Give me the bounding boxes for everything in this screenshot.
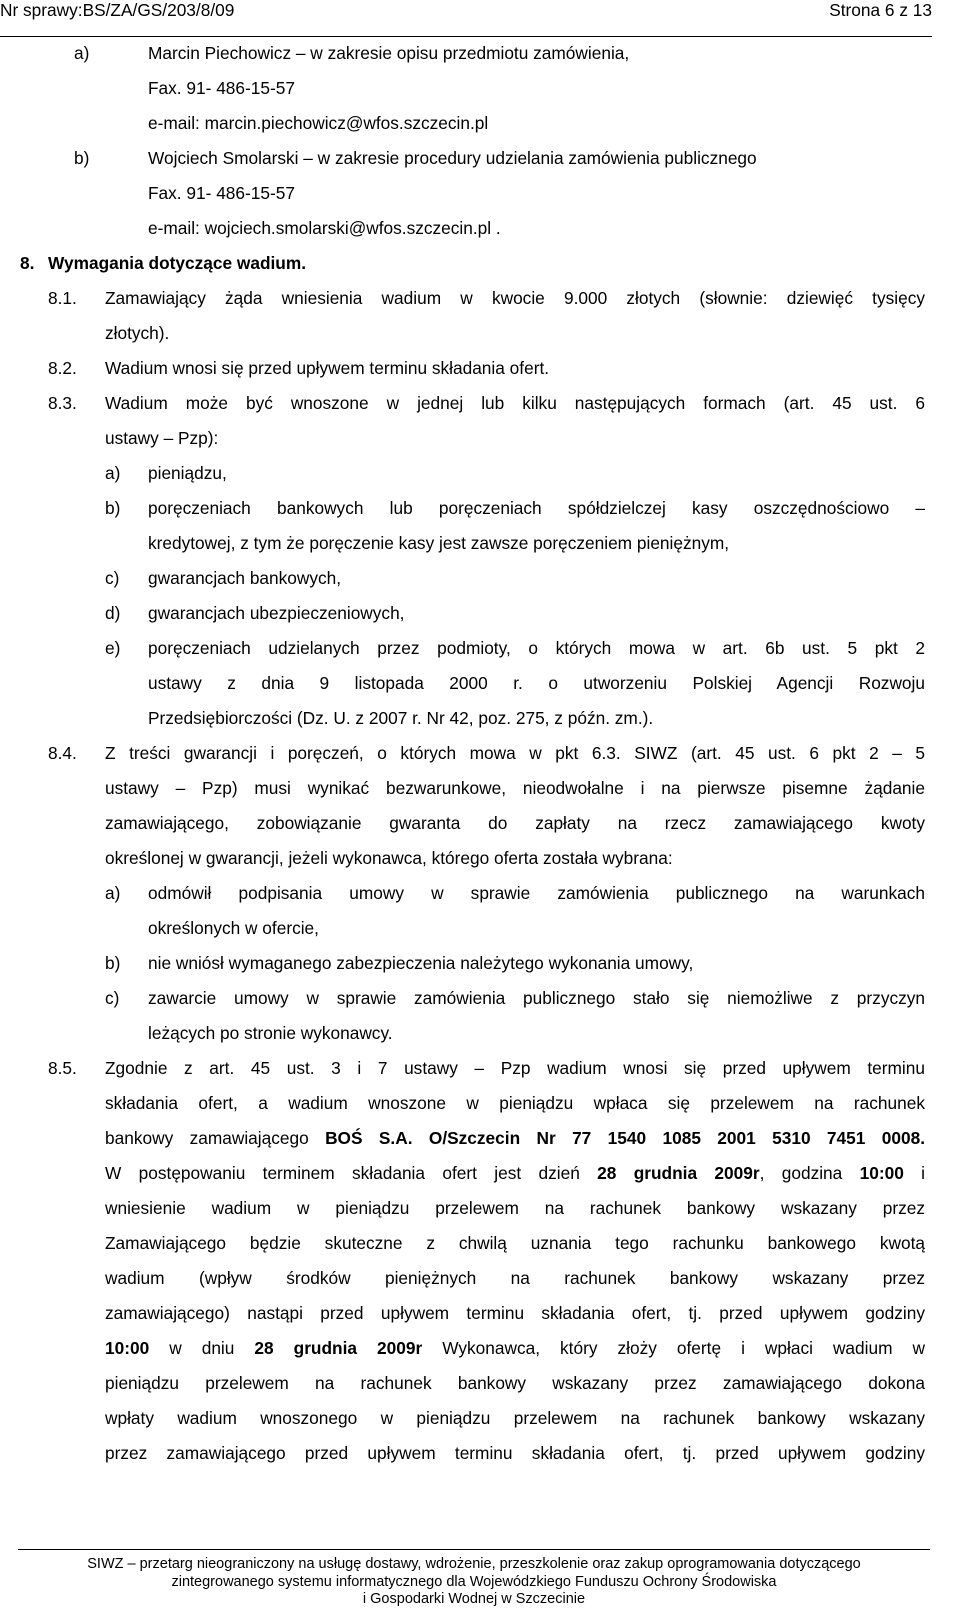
section-number: 8. bbox=[20, 253, 35, 273]
paragraph-line: Wadium wnosi się przed upływem terminu składania ofert. bbox=[105, 358, 550, 378]
contact-line: Marcin Piechowicz – w zakresie opisu przedmiotu zamówienia, bbox=[148, 43, 630, 63]
paragraph-line: Zamawiający żąda wniesienia wadium w kwocie 9.000 złotych (słownie: dziewięć tysięcy bbox=[105, 288, 925, 308]
subsection-number: 8.1. bbox=[48, 288, 77, 308]
text-run: Wykonawca, który złoży ofertę i wpłaci wadium w bbox=[422, 1338, 925, 1358]
list-item: kredytowej, z tym że poręczenie kasy jest zawsze poręczeniem pieniężnym, bbox=[148, 533, 730, 553]
contact-marker: a) bbox=[74, 43, 90, 63]
paragraph-line: pieniądzu przelewem na rachunek bankowy wskazany przez zamawiającego dokona bbox=[105, 1373, 925, 1393]
list-item: leżących po stronie wykonawcy. bbox=[148, 1023, 393, 1043]
paragraph-line: Z treści gwarancji i poręczeń, o których mowa w pkt 6.3. SIWZ (art. 45 ust. 6 pkt 2 – 5 bbox=[105, 743, 925, 763]
contact-line: Wojciech Smolarski – w zakresie procedury udzielania zamówienia publicznego bbox=[148, 148, 757, 168]
list-item: określonych w ofercie, bbox=[148, 918, 319, 938]
text-run: W postępowaniu terminem składania ofert jest dzień bbox=[105, 1163, 598, 1183]
paragraph-line bbox=[105, 1337, 925, 1359]
list-marker: c) bbox=[105, 568, 120, 588]
list-item: Przedsiębiorczości (Dz. U. z 2007 r. Nr 42, poz. 275, z późn. zm.). bbox=[148, 708, 654, 728]
list-marker: a) bbox=[105, 883, 121, 903]
paragraph-line: przez zamawiającego przed upływem terminu składania ofert, tj. przed upływem godziny bbox=[105, 1443, 925, 1463]
contact-fax: Fax. 91- 486-15-57 bbox=[148, 183, 295, 203]
paragraph-line: wpłaty wadium wnoszonego w pieniądzu przelewem na rachunek bankowy wskazany bbox=[105, 1408, 925, 1428]
paragraph-line bbox=[105, 1127, 925, 1149]
contact-fax: Fax. 91- 486-15-57 bbox=[148, 78, 295, 98]
paragraph-line: złotych). bbox=[105, 323, 170, 343]
text-run: i bbox=[903, 1163, 925, 1183]
paragraph-line: Zgodnie z art. 45 ust. 3 i 7 ustawy – Pzp wadium wnosi się przed upływem terminu bbox=[105, 1058, 925, 1078]
deadline-time: 10:00 bbox=[105, 1338, 150, 1358]
list-marker: b) bbox=[105, 953, 121, 973]
list-marker: c) bbox=[105, 988, 120, 1008]
deadline-date: 28 grudnia 2009r bbox=[254, 1338, 423, 1358]
paragraph-line: Wadium może być wnoszone w jednej lub kilku następujących formach (art. 45 ust. 6 bbox=[105, 393, 925, 413]
page-header bbox=[0, 0, 932, 37]
bank-account: BOŚ S.A. O/Szczecin Nr 77 1540 1085 2001 5310 7451 0008. bbox=[325, 1128, 925, 1148]
list-item: ustawy z dnia 9 listopada 2000 r. o utworzeniu Polskiej Agencji Rozwoju bbox=[148, 673, 925, 693]
paragraph-line bbox=[105, 1162, 925, 1184]
contact-email: e-mail: wojciech.smolarski@wfos.szczecin.pl . bbox=[148, 218, 501, 238]
list-item: gwarancjach bankowych, bbox=[148, 568, 342, 588]
deadline-time: 10:00 bbox=[859, 1163, 904, 1183]
paragraph-line: składania ofert, a wadium wnoszone w pieniądzu wpłaca się przelewem na rachunek bbox=[105, 1093, 925, 1113]
case-number: Nr sprawy:BS/ZA/GS/203/8/09 bbox=[0, 0, 235, 20]
deadline-date: 28 grudnia 2009r bbox=[597, 1163, 760, 1183]
list-item: gwarancjach ubezpieczeniowych, bbox=[148, 603, 405, 623]
page-number: Strona 6 z 13 bbox=[829, 0, 932, 20]
list-item: zawarcie umowy w sprawie zamówienia publicznego stało się niemożliwe z przyczyn bbox=[148, 988, 925, 1008]
text-run: bankowy zamawiającego bbox=[105, 1128, 326, 1148]
paragraph-line: Zamawiającego będzie skuteczne z chwilą uznania tego rachunku bankowego kwotą bbox=[105, 1233, 925, 1253]
subsection-number: 8.3. bbox=[48, 393, 77, 413]
paragraph-line: zamawiającego) nastąpi przed upływem terminu składania ofert, tj. przed upływem godziny bbox=[105, 1303, 925, 1323]
text-run: , godzina bbox=[759, 1163, 860, 1183]
footer-line: i Gospodarki Wodnej w Szczecinie bbox=[362, 1591, 586, 1607]
paragraph-line: ustawy – Pzp): bbox=[105, 428, 219, 448]
paragraph-line: wniesienie wadium w pieniądzu przelewem na rachunek bankowy wskazany przez bbox=[105, 1198, 925, 1218]
subsection-number: 8.2. bbox=[48, 358, 77, 378]
list-item: odmówił podpisania umowy w sprawie zamówienia publicznego na warunkach bbox=[148, 883, 925, 903]
paragraph-line: zamawiającego, zobowiązanie gwaranta do zapłaty na rzecz zamawiającego kwoty bbox=[105, 813, 925, 833]
footer-line: zintegrowanego systemu informatycznego dla Wojewódzkiego Funduszu Ochrony Środowiska bbox=[171, 1573, 777, 1590]
subsection-number: 8.4. bbox=[48, 743, 77, 763]
paragraph-line: wadium (wpływ środków pieniężnych na rachunek bankowy wskazany przez bbox=[105, 1268, 925, 1288]
list-marker: a) bbox=[105, 463, 121, 483]
paragraph-line: określonej w gwarancji, jeżeli wykonawca, którego oferta została wybrana: bbox=[105, 848, 673, 868]
page-footer bbox=[18, 1549, 930, 1609]
footer-line: SIWZ – przetarg nieograniczony na usługę dostawy, wdrożenie, przeszkolenie oraz zakup oprogramowania dotyczącego bbox=[87, 1556, 861, 1572]
list-marker: b) bbox=[105, 498, 121, 518]
contact-email: e-mail: marcin.piechowicz@wfos.szczecin.pl bbox=[148, 113, 489, 133]
list-item: poręczeniach bankowych lub poręczeniach spółdzielczej kasy oszczędnościowo – bbox=[148, 498, 925, 518]
list-item: nie wniósł wymaganego zabezpieczenia należytego wykonania umowy, bbox=[148, 953, 694, 973]
list-marker: d) bbox=[105, 603, 121, 623]
list-item: poręczeniach udzielanych przez podmioty, o których mowa w art. 6b ust. 5 pkt 2 bbox=[148, 638, 925, 658]
subsection-number: 8.5. bbox=[48, 1058, 77, 1078]
list-marker: e) bbox=[105, 638, 121, 658]
text-run: w dniu bbox=[149, 1338, 255, 1358]
section-title: Wymagania dotyczące wadium. bbox=[48, 253, 307, 273]
contact-marker: b) bbox=[74, 148, 90, 168]
paragraph-line: ustawy – Pzp) musi wynikać bezwarunkowe, nieodwołalne i na pierwsze pisemne żądanie bbox=[105, 778, 925, 798]
list-item: pieniądzu, bbox=[148, 463, 227, 483]
